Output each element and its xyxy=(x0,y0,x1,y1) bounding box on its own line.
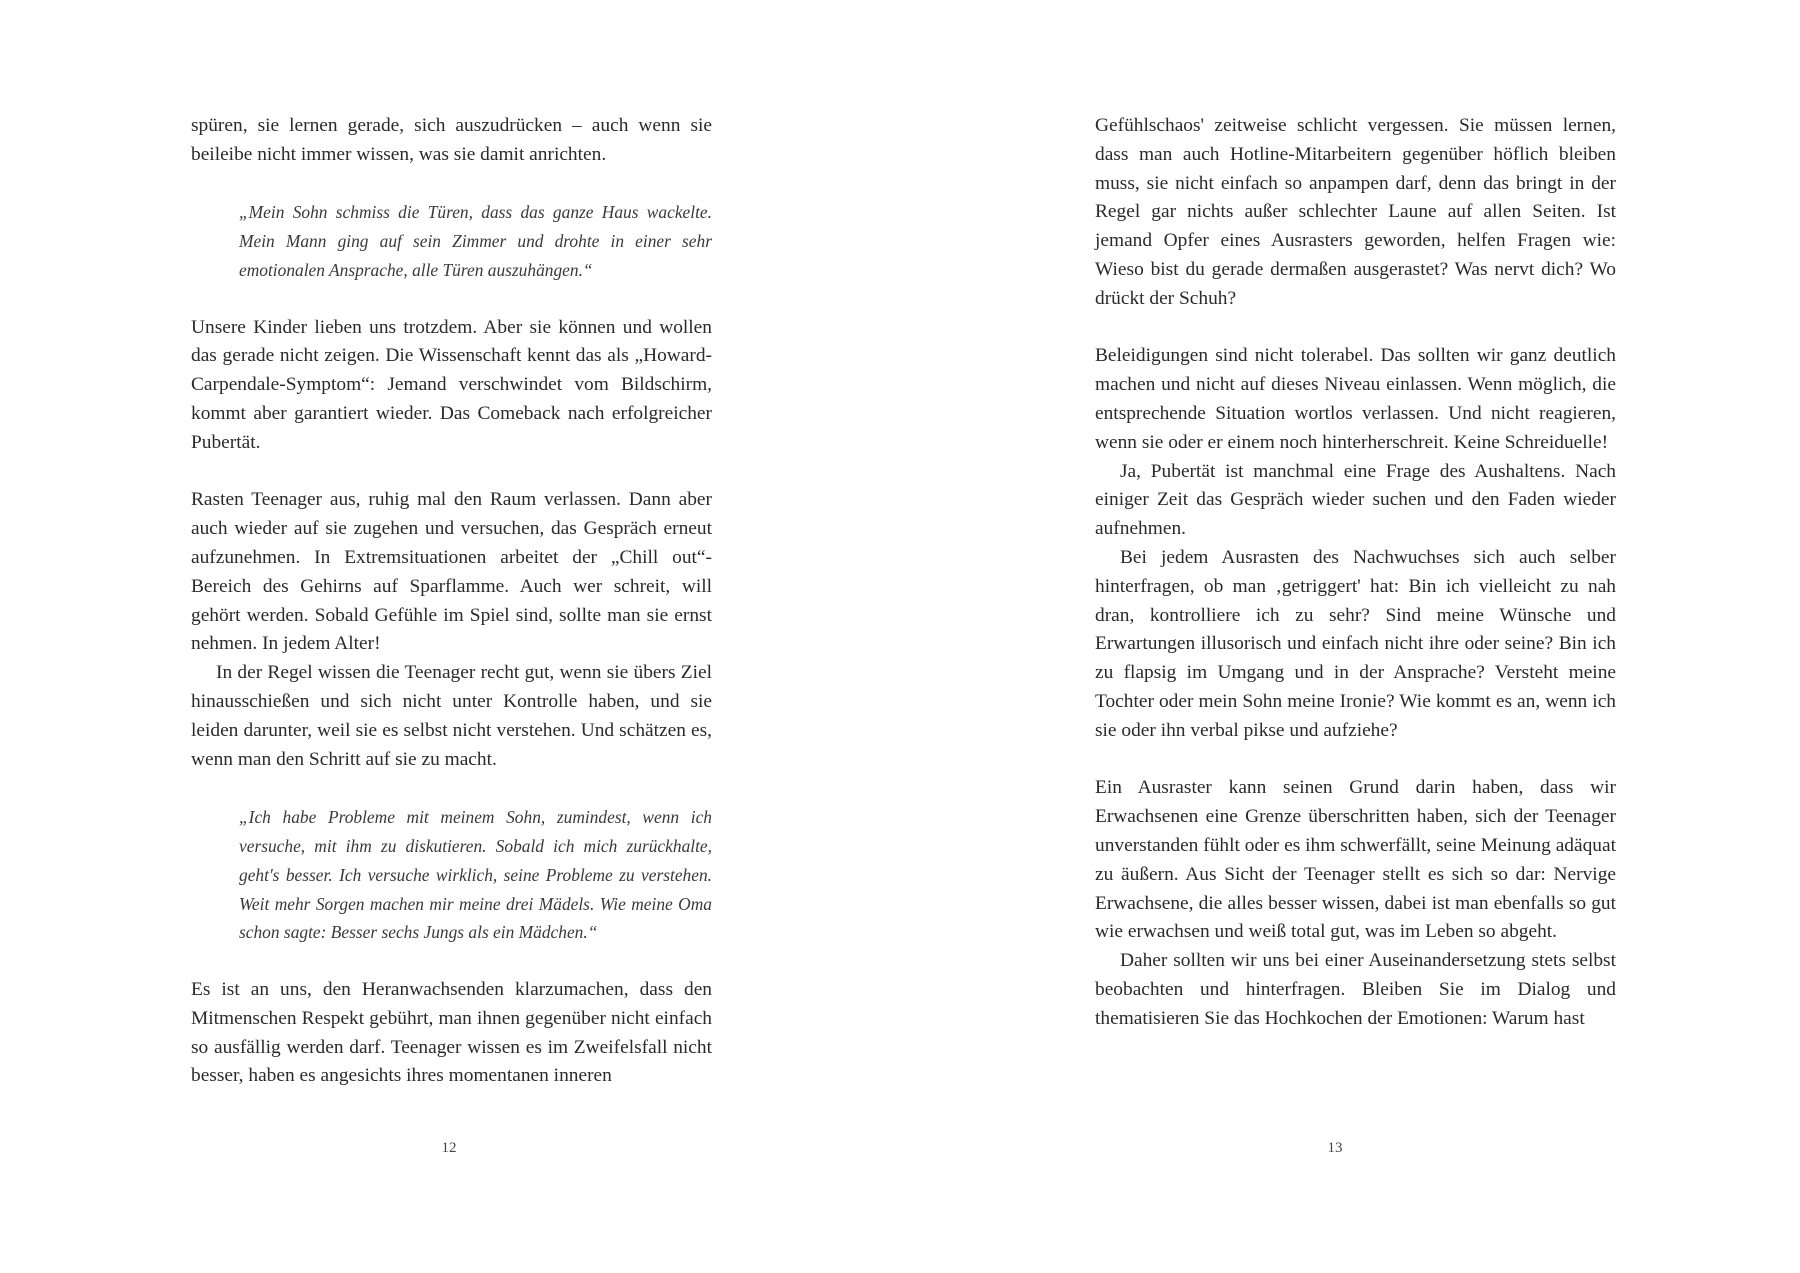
paragraph: Unsere Kinder lieben uns trotzdem. Aber sie können und wollen das gerade nicht zeigen. Die Wissenschaft kennt das als „Howard-Carpendale-Symptom“: Jemand verschwindet vom Bildschirm, kommt aber garantiert wieder. Das Comeback nach erfolgreicher Pubertät. xyxy=(191,316,712,453)
paragraph: Ein Ausraster kann seinen Grund darin haben, dass wir Erwachsenen eine Grenze überschritten haben, sich der Teenager unverstanden fühlt oder es ihm schwerfällt, seine Meinung adäquat zu äußern. Aus Sicht der Teenager stellt es sich so dar: Nervige Erwachsene, die alles besser wissen, dabei ist man ebenfalls so gut wie erwachsen und weiß total gut, was im Leben so abgeht. xyxy=(1095,777,1616,943)
paragraph: Daher sollten wir uns bei einer Auseinandersetzung stets selbst beobachten und hinterfragen. Bleiben Sie im Dialog und thematisieren Sie das Hochkochen der Emotionen: Warum hast xyxy=(1095,950,1616,1029)
paragraph: Es ist an uns, den Heranwachsenden klarzumachen, dass den Mitmenschen Respekt gebührt, man ihnen gegenüber nicht einfach so ausfällig werden darf. Teenager wissen es im Zweifelsfall nicht besser, haben es angesichts ihres momentanen inneren xyxy=(191,978,712,1087)
block-quote: „Mein Sohn schmiss die Türen, dass das ganze Haus wackelte. Mein Mann ging auf sein Zimmer und drohte in einer sehr emotionalen Ansprache, alle Türen auszuhängen.“ xyxy=(239,202,712,280)
paragraph: Gefühlschaos' zeitweise schlicht vergessen. Sie müssen lernen, dass man auch Hotline-Mitarbeitern gegenüber höflich bleiben muss, sie nicht einfach so anpampen darf, denn das bringt in der Regel gar nichts außer schlechter Laune auf allen Seiten. Ist jemand Opfer eines Ausrasters geworden, helfen Fragen wie: Wieso bist du gerade dermaßen ausgerastet? Was nervt dich? Wo drückt der Schuh? xyxy=(1095,115,1616,309)
paragraph: spüren, sie lernen gerade, sich auszudrücken – auch wenn sie beileibe nicht immer wissen, was sie damit anrichten. xyxy=(191,115,712,165)
paragraph: Ja, Pubertät ist manchmal eine Frage des Aushaltens. Nach einiger Zeit das Gespräch wieder suchen und den Faden wieder aufnehmen. xyxy=(1095,460,1616,540)
paragraph: In der Regel wissen die Teenager recht gut, wenn sie übers Ziel hinausschießen und sich nicht unter Kontrolle haben, und sie leiden darunter, weil sie es selbst nicht verstehen. Und schätzen es, wenn man den Schritt auf sie zu macht. xyxy=(191,662,712,770)
right-page xyxy=(900,0,1800,1273)
paragraph: Bei jedem Ausrasten des Nachwuchses sich auch selber hinterfragen, ob man ‚getriggert' hat: Bin ich vielleicht zu nah dran, kontrolliere ich zu sehr? Sind meine Wünsche und Erwartungen illusorisch und einfach nicht ihre oder seine? Bin ich zu flapsig im Umgang und in der Ansprache? Versteht meine Tochter oder mein Sohn meine Ironie? Wie kommt es an, wenn ich sie oder ihn verbal pikse und aufziehe? xyxy=(1095,546,1616,741)
right-text-block xyxy=(1095,112,1616,1034)
page-number: 13 xyxy=(1327,1140,1343,1156)
left-text-block xyxy=(191,112,712,1091)
block-quote: „Ich habe Probleme mit meinem Sohn, zumindest, wenn ich versuche, mit ihm zu diskutieren. Sobald ich mich zurückhalte, geht's besser. Ich versuche wirklich, seine Probleme zu verstehen. Weit mehr Sorgen machen mir meine drei Mädels. Wie meine Oma schon sagte: Besser sechs Jungs als ein Mädchen.“ xyxy=(239,807,712,943)
paragraph: Rasten Teenager aus, ruhig mal den Raum verlassen. Dann aber auch wieder auf sie zugehen und versuchen, das Gespräch erneut aufzunehmen. In Extremsituationen arbeitet der „Chill out“-Bereich des Gehirns auf Sparflamme. Auch wer schreit, will gehört werden. Sobald Gefühle im Spiel sind, sollte man sie ernst nehmen. In jedem Alter! xyxy=(191,489,712,655)
page-number: 12 xyxy=(441,1140,457,1156)
paragraph: Beleidigungen sind nicht tolerabel. Das sollten wir ganz deutlich machen und nicht auf dieses Niveau einlassen. Wenn möglich, die entsprechende Situation wortlos verlassen. Und nicht reagieren, wenn sie oder er einem noch hinterherschreit. Keine Schreiduelle! xyxy=(1095,345,1616,453)
